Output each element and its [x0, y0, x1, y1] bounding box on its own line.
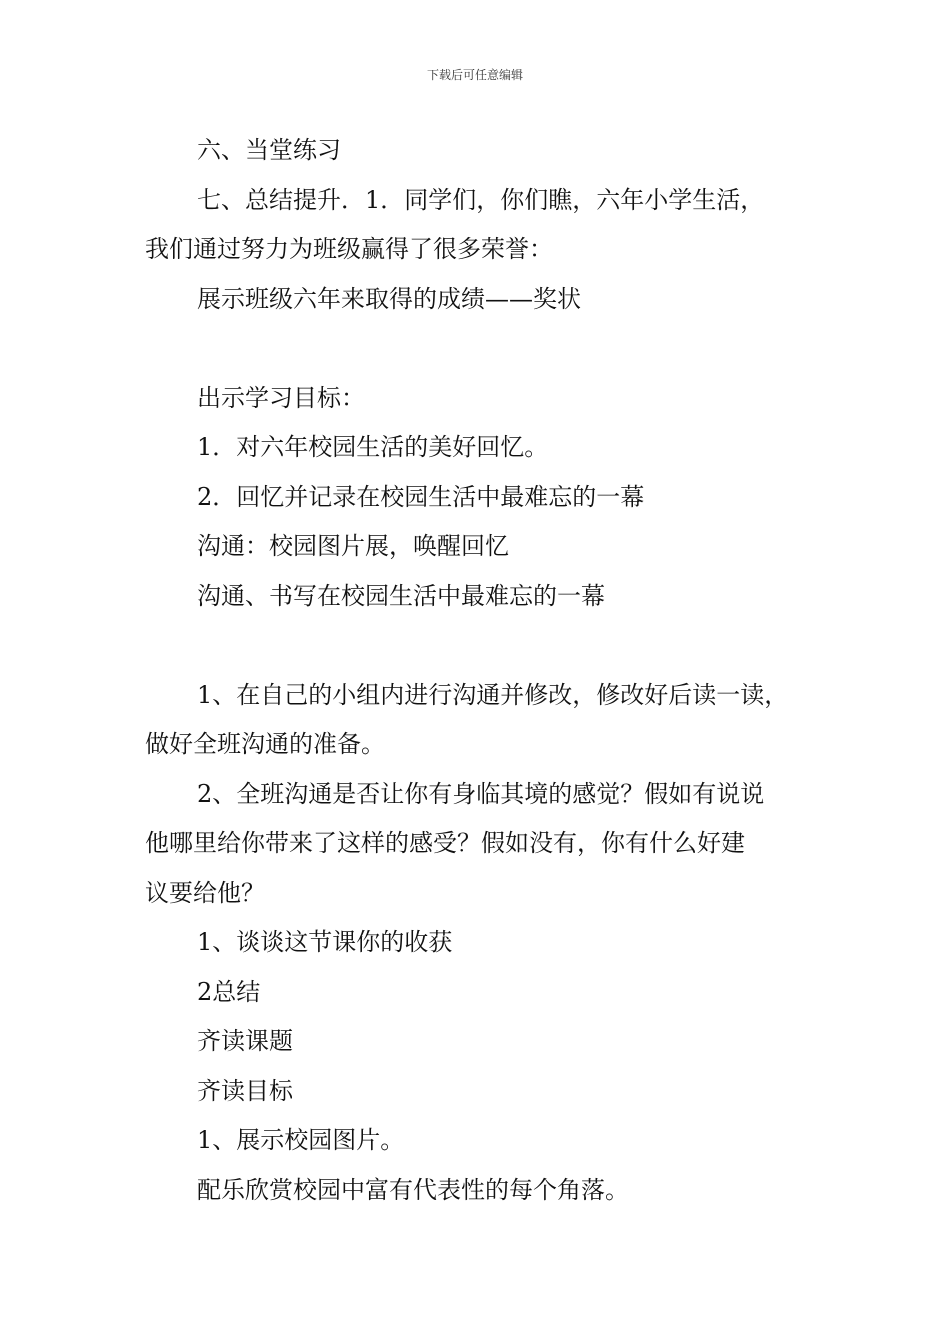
blank-line [145, 324, 835, 374]
text-line: 1．对六年校园生活的美好回忆。 [197, 433, 549, 461]
text-line: 齐读目标 [197, 1076, 293, 1105]
text-line: 做好全班沟通的准备。 [145, 730, 385, 758]
text-line: 1、谈谈这节课你的收获 [197, 928, 453, 956]
text-line: 议要给他？ [145, 878, 265, 907]
text-line: 配乐欣赏校园中富有代表性的每个角落。 [197, 1175, 629, 1204]
text-line: 七、总结提升．1．同学们，你们瞧，六年小学生活， [197, 185, 765, 214]
blank-line [145, 621, 835, 671]
text-line: 展示班级六年来取得的成绩——奖状 [197, 284, 581, 313]
text-line: 沟通：校园图片展，唤醒回忆 [197, 532, 509, 560]
text-line: 1、展示校园图片。 [197, 1126, 405, 1154]
page-header: 下载后可任意编辑 [426, 68, 523, 82]
text-line: 我们通过努力为班级赢得了很多荣誉： [145, 235, 553, 263]
text-line: 2总结 [197, 977, 261, 1006]
text-line: 出示学习目标： [197, 383, 365, 412]
text-line: 他哪里给你带来了这样的感受？假如没有，你有什么好建 [145, 829, 745, 857]
text-line: 齐读课题 [197, 1027, 293, 1055]
text-line: 2．回忆并记录在校园生活中最难忘的一幕 [197, 482, 645, 511]
text-line: 六、当堂练习 [197, 136, 341, 164]
document-body [145, 126, 835, 1215]
text-line: 2、全班沟通是否让你有身临其境的感觉？假如有说说 [197, 779, 765, 808]
text-line: 沟通、书写在校园生活中最难忘的一幕 [197, 581, 605, 610]
text-line: 1、在自己的小组内进行沟通并修改，修改好后读一读， [197, 680, 789, 709]
